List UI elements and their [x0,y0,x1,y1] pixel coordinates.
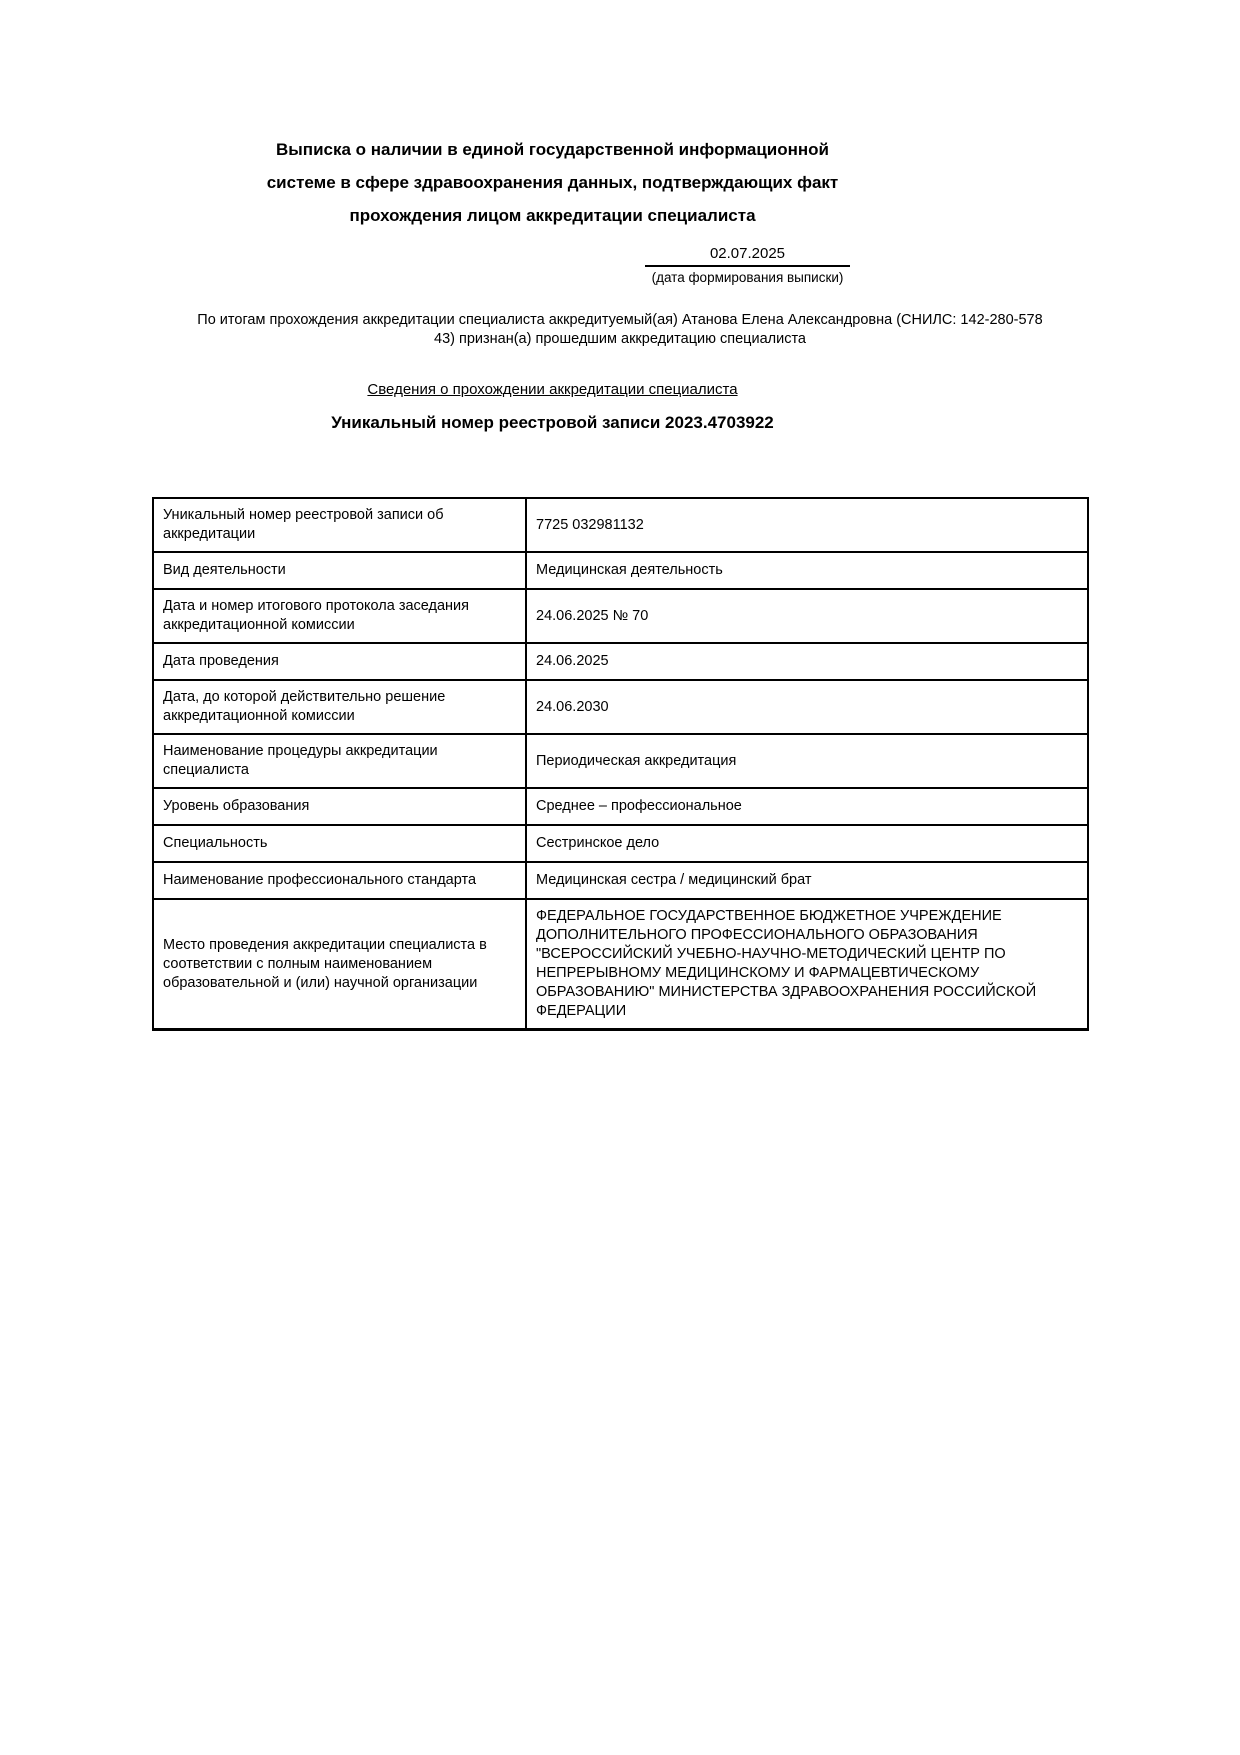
table-row [153,552,1088,589]
row-label: Дата, до которой действительно решение аккредитационной комиссии [153,680,526,734]
issue-date: 02.07.2025 [645,245,850,267]
row-value: ФЕДЕРАЛЬНОЕ ГОСУДАРСТВЕННОЕ БЮДЖЕТНОЕ УЧРЕЖДЕНИЕ ДОПОЛНИТЕЛЬНОГО ПРОФЕССИОНАЛЬНОГО ОБРАЗОВАНИЯ "ВСЕРОССИЙСКИЙ УЧЕБНО-НАУЧНО-МЕТОДИЧЕСКИЙ ЦЕНТР ПО НЕПРЕРЫВНОМУ МЕДИЦИНСКОМУ И ФАРМАЦЕВТИЧЕСКОМУ ОБРАЗОВАНИЮ" МИНИСТЕРСТВА ЗДРАВООХРАНЕНИЯ РОССИЙСКОЙ ФЕДЕРАЦИИ [526,899,1088,1030]
table-row [153,643,1088,680]
issue-date-block [645,245,850,285]
row-label: Место проведения аккредитации специалиста в соответствии с полным наименованием образовательной и (или) научной организации [153,899,526,1030]
accreditation-table [152,497,1089,1031]
section-heading: Сведения о прохождении аккредитации специалиста [367,381,738,398]
row-value: Сестринское дело [526,825,1088,862]
table-row [153,589,1088,643]
row-label: Наименование профессионального стандарта [153,862,526,899]
row-label: Дата проведения [153,643,526,680]
document-title-line: Выписка о наличии в единой государственной информационной [276,140,829,159]
row-label: Специальность [153,825,526,862]
row-value: Периодическая аккредитация [526,734,1088,788]
table-row [153,862,1088,899]
row-value: 7725 032981132 [526,498,1088,552]
table-row [153,680,1088,734]
issue-date-caption: (дата формирования выписки) [651,270,844,285]
intro-line: По итогам прохождения аккредитации специалиста аккредитуемый(ая) Атанова Елена Александровна (СНИЛС: 142-280-578 [197,312,1043,328]
row-label: Уникальный номер реестровой записи об аккредитации [153,498,526,552]
intro-paragraph [150,311,1090,349]
row-label: Наименование процедуры аккредитации специалиста [153,734,526,788]
table-row [153,825,1088,862]
accreditation-table-body [153,498,1088,1030]
row-value: Среднее – профессиональное [526,788,1088,825]
row-value: Медицинская деятельность [526,552,1088,589]
row-label: Вид деятельности [153,552,526,589]
row-value: Медицинская сестра / медицинский брат [526,862,1088,899]
row-label: Уровень образования [153,788,526,825]
table-row [153,899,1088,1030]
table-row [153,734,1088,788]
registry-number-heading: Уникальный номер реестровой записи 2023.4703922 [331,413,774,432]
row-label: Дата и номер итогового протокола заседания аккредитационной комиссии [153,589,526,643]
row-value: 24.06.2030 [526,680,1088,734]
document-title [130,133,975,232]
document-title-line: прохождения лицом аккредитации специалиста [349,206,756,225]
intro-line: 43) признан(а) прошедшим аккредитацию специалиста [434,331,806,347]
document-title-line: системе в сфере здравоохранения данных, подтверждающих факт [266,173,839,192]
row-value: 24.06.2025 № 70 [526,589,1088,643]
table-row [153,788,1088,825]
row-value: 24.06.2025 [526,643,1088,680]
table-row [153,498,1088,552]
